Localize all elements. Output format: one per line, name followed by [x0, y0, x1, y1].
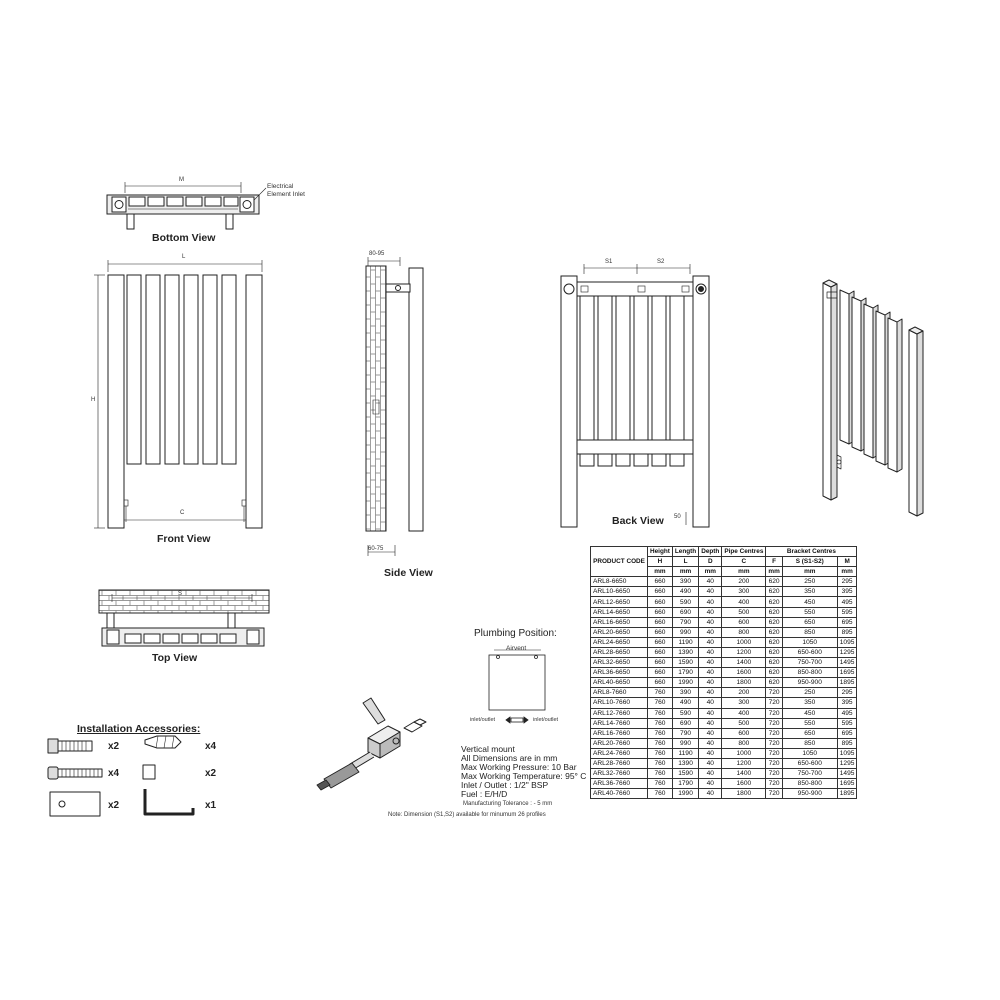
- note-line-4: Max Working Temperature: 95° C: [461, 771, 587, 781]
- table-cell: 1400: [722, 658, 766, 668]
- table-cell: 40: [699, 647, 722, 657]
- table-cell: 1000: [722, 748, 766, 758]
- table-cell: 550: [782, 607, 837, 617]
- table-cell: 790: [672, 617, 698, 627]
- product-code-cell: ARL14-6650: [591, 607, 648, 617]
- product-code-cell: ARL24-6650: [591, 637, 648, 647]
- table-cell: 490: [672, 698, 698, 708]
- th-letter: M: [837, 557, 857, 567]
- table-cell: 40: [699, 698, 722, 708]
- table-row: [591, 647, 857, 657]
- top-view-label: Top View: [152, 652, 198, 664]
- table-cell: 800: [722, 627, 766, 637]
- table-cell: 390: [672, 577, 698, 587]
- table-cell: 760: [648, 728, 673, 738]
- table-cell: 1590: [672, 769, 698, 779]
- dim-side-bottom: 60-75: [368, 546, 384, 552]
- table-row: [591, 769, 857, 779]
- table-cell: 720: [766, 728, 782, 738]
- product-code-cell: ARL40-6650: [591, 678, 648, 688]
- table-cell: 650: [782, 728, 837, 738]
- table-cell: 690: [672, 607, 698, 617]
- table-row: [591, 718, 857, 728]
- table-cell: 40: [699, 627, 722, 637]
- th-height: Height: [648, 547, 673, 557]
- product-code-cell: ARL8-6650: [591, 577, 648, 587]
- table-cell: 1050: [782, 748, 837, 758]
- table-cell: 760: [648, 698, 673, 708]
- table-cell: 595: [837, 718, 857, 728]
- table-cell: 1895: [837, 789, 857, 799]
- side-view-label: Side View: [384, 567, 433, 579]
- dim-c: C: [180, 510, 185, 516]
- table-row: [591, 678, 857, 688]
- th-unit: mm: [782, 567, 837, 577]
- table-cell: 350: [782, 698, 837, 708]
- product-code-cell: ARL36-7660: [591, 779, 648, 789]
- table-cell: 450: [782, 708, 837, 718]
- table-cell: 760: [648, 708, 673, 718]
- dimension-note: Note: Dimension (S1,S2) available for minumum 26 profiles: [388, 812, 546, 818]
- dim-s1: S1: [605, 259, 613, 265]
- table-cell: 1390: [672, 758, 698, 768]
- table-cell: 500: [722, 607, 766, 617]
- th-unit: mm: [837, 567, 857, 577]
- tolerance-note: Manufacturing Tolerance : - 5 mm: [463, 801, 553, 807]
- table-cell: 1495: [837, 769, 857, 779]
- table-cell: 40: [699, 758, 722, 768]
- table-cell: 990: [672, 627, 698, 637]
- table-cell: 1695: [837, 779, 857, 789]
- table-cell: 1800: [722, 789, 766, 799]
- table-cell: 400: [722, 708, 766, 718]
- table-cell: 720: [766, 748, 782, 758]
- table-cell: 620: [766, 658, 782, 668]
- th-bracket-centres: Bracket Centres: [766, 547, 857, 557]
- table-cell: 1990: [672, 789, 698, 799]
- th-letter: D: [699, 557, 722, 567]
- table-cell: 660: [648, 587, 673, 597]
- valve-illustration: [317, 698, 426, 790]
- product-code-cell: ARL20-6650: [591, 627, 648, 637]
- table-cell: 895: [837, 627, 857, 637]
- table-cell: 400: [722, 597, 766, 607]
- table-cell: 660: [648, 647, 673, 657]
- table-cell: 620: [766, 637, 782, 647]
- table-cell: 1200: [722, 647, 766, 657]
- table-cell: 720: [766, 779, 782, 789]
- table-cell: 1295: [837, 647, 857, 657]
- product-code-cell: ARL40-7660: [591, 789, 648, 799]
- th-letter: H: [648, 557, 673, 567]
- table-cell: 620: [766, 678, 782, 688]
- th-letter: S (S1-S2): [782, 557, 837, 567]
- table-cell: 750-700: [782, 658, 837, 668]
- table-cell: 395: [837, 587, 857, 597]
- th-unit: mm: [699, 567, 722, 577]
- table-cell: 40: [699, 678, 722, 688]
- table-cell: 660: [648, 607, 673, 617]
- table-cell: 620: [766, 587, 782, 597]
- product-code-cell: ARL10-7660: [591, 698, 648, 708]
- table-cell: 490: [672, 587, 698, 597]
- accessory-qty-5: x2: [205, 768, 217, 779]
- table-cell: 620: [766, 577, 782, 587]
- table-cell: 620: [766, 627, 782, 637]
- table-cell: 950-900: [782, 678, 837, 688]
- table-cell: 200: [722, 688, 766, 698]
- table-cell: 720: [766, 698, 782, 708]
- table-cell: 295: [837, 688, 857, 698]
- table-cell: 395: [837, 698, 857, 708]
- inlet-outlet-left: inlet/outlet: [470, 717, 496, 723]
- table-cell: 1200: [722, 758, 766, 768]
- table-cell: 1590: [672, 658, 698, 668]
- table-cell: 40: [699, 789, 722, 799]
- table-cell: 1095: [837, 748, 857, 758]
- accessory-qty-4: x4: [205, 741, 217, 752]
- table-cell: 1895: [837, 678, 857, 688]
- table-cell: 40: [699, 688, 722, 698]
- product-code-cell: ARL16-6650: [591, 617, 648, 627]
- electrical-label: Electrical: [267, 183, 294, 190]
- table-cell: 40: [699, 738, 722, 748]
- table-cell: 650: [782, 617, 837, 627]
- table-cell: 660: [648, 637, 673, 647]
- table-row: [591, 607, 857, 617]
- product-code-cell: ARL20-7660: [591, 738, 648, 748]
- table-cell: 720: [766, 718, 782, 728]
- table-cell: 495: [837, 708, 857, 718]
- table-cell: 760: [648, 769, 673, 779]
- table-cell: 650-600: [782, 647, 837, 657]
- table-cell: 1800: [722, 678, 766, 688]
- spec-table: [590, 546, 857, 799]
- table-cell: 620: [766, 607, 782, 617]
- product-code-cell: ARL10-6650: [591, 587, 648, 597]
- table-row: [591, 748, 857, 758]
- dim-m: M: [179, 177, 184, 183]
- table-cell: 620: [766, 647, 782, 657]
- table-cell: 720: [766, 769, 782, 779]
- table-cell: 950-900: [782, 789, 837, 799]
- accessory-qty-1: x2: [108, 741, 120, 752]
- plumbing-title: Plumbing Position:: [474, 628, 557, 639]
- table-cell: 590: [672, 708, 698, 718]
- spec-table-body: [591, 577, 857, 799]
- table-cell: 40: [699, 769, 722, 779]
- table-row: [591, 758, 857, 768]
- table-cell: 695: [837, 617, 857, 627]
- table-cell: 1600: [722, 668, 766, 678]
- table-row: [591, 617, 857, 627]
- table-row: [591, 789, 857, 799]
- airvent-label: Airvent: [506, 645, 527, 652]
- table-cell: 40: [699, 779, 722, 789]
- table-cell: 850-800: [782, 779, 837, 789]
- table-cell: 300: [722, 587, 766, 597]
- table-cell: 595: [837, 607, 857, 617]
- table-cell: 40: [699, 577, 722, 587]
- side-view-drawing: [366, 257, 423, 556]
- table-cell: 250: [782, 577, 837, 587]
- table-row: [591, 658, 857, 668]
- table-cell: 1190: [672, 637, 698, 647]
- table-cell: 1990: [672, 678, 698, 688]
- th-depth: Depth: [699, 547, 722, 557]
- table-row: [591, 779, 857, 789]
- dim-l: L: [182, 254, 186, 260]
- table-row: [591, 698, 857, 708]
- th-length: Length: [672, 547, 698, 557]
- th-letter: C: [722, 557, 766, 567]
- table-cell: 1790: [672, 779, 698, 789]
- table-cell: 495: [837, 597, 857, 607]
- table-cell: 40: [699, 668, 722, 678]
- table-cell: 760: [648, 789, 673, 799]
- table-cell: 295: [837, 577, 857, 587]
- back-view-label: Back View: [612, 515, 664, 527]
- th-unit: mm: [722, 567, 766, 577]
- front-view-drawing: [94, 260, 262, 528]
- product-code-cell: ARL12-7660: [591, 708, 648, 718]
- table-cell: 1000: [722, 637, 766, 647]
- table-cell: 760: [648, 758, 673, 768]
- table-cell: 40: [699, 587, 722, 597]
- note-line-5: Inlet / Outlet : 1/2" BSP: [461, 780, 549, 790]
- table-cell: 250: [782, 688, 837, 698]
- table-cell: 300: [722, 698, 766, 708]
- table-row: [591, 627, 857, 637]
- table-cell: 390: [672, 688, 698, 698]
- accessories-icons: [48, 736, 193, 816]
- table-cell: 590: [672, 597, 698, 607]
- product-code-cell: ARL32-7660: [591, 769, 648, 779]
- element-inlet-label: Element Inlet: [267, 191, 305, 198]
- inlet-outlet-right: inlet/outlet: [533, 717, 559, 723]
- table-row: [591, 728, 857, 738]
- table-row: [591, 708, 857, 718]
- dim-top-s: S: [178, 591, 183, 597]
- table-cell: 40: [699, 748, 722, 758]
- table-cell: 1790: [672, 668, 698, 678]
- product-code-cell: ARL8-7660: [591, 688, 648, 698]
- table-cell: 720: [766, 738, 782, 748]
- note-line-6: Fuel : E/H/D: [461, 789, 508, 799]
- product-code-cell: ARL12-6650: [591, 597, 648, 607]
- plumbing-diagram: [489, 650, 545, 723]
- dim-side-top: 80-95: [369, 251, 385, 257]
- table-cell: 500: [722, 718, 766, 728]
- table-cell: 350: [782, 587, 837, 597]
- table-cell: 40: [699, 607, 722, 617]
- table-cell: 660: [648, 658, 673, 668]
- table-row: [591, 587, 857, 597]
- table-cell: 695: [837, 728, 857, 738]
- table-cell: 720: [766, 708, 782, 718]
- table-cell: 660: [648, 577, 673, 587]
- top-view-drawing: [99, 590, 269, 646]
- th-product-code: PRODUCT CODE: [591, 547, 648, 577]
- product-code-cell: ARL32-6650: [591, 658, 648, 668]
- bottom-view-label: Bottom View: [152, 232, 216, 244]
- accessory-qty-2: x4: [108, 768, 120, 779]
- front-view-label: Front View: [157, 533, 211, 545]
- th-letter: L: [672, 557, 698, 567]
- table-cell: 650-600: [782, 758, 837, 768]
- table-cell: 760: [648, 779, 673, 789]
- table-cell: 760: [648, 688, 673, 698]
- table-row: [591, 597, 857, 607]
- table-row: [591, 637, 857, 647]
- table-cell: 1400: [722, 769, 766, 779]
- table-cell: 660: [648, 627, 673, 637]
- table-cell: 600: [722, 617, 766, 627]
- table-cell: 850: [782, 738, 837, 748]
- table-row: [591, 738, 857, 748]
- table-cell: 750-700: [782, 769, 837, 779]
- table-cell: 1495: [837, 658, 857, 668]
- th-unit: mm: [648, 567, 673, 577]
- table-cell: 620: [766, 668, 782, 678]
- table-cell: 990: [672, 738, 698, 748]
- table-row: [591, 577, 857, 587]
- table-cell: 550: [782, 718, 837, 728]
- table-cell: 1295: [837, 758, 857, 768]
- table-cell: 1095: [837, 637, 857, 647]
- table-cell: 200: [722, 577, 766, 587]
- th-letter: F: [766, 557, 782, 567]
- table-cell: 1050: [782, 637, 837, 647]
- product-code-cell: ARL36-6650: [591, 668, 648, 678]
- spec-notes: [461, 745, 586, 799]
- table-cell: 620: [766, 617, 782, 627]
- product-code-cell: ARL24-7660: [591, 748, 648, 758]
- table-cell: 660: [648, 668, 673, 678]
- table-cell: 1390: [672, 647, 698, 657]
- back-view-drawing: [561, 264, 709, 527]
- table-cell: 1600: [722, 779, 766, 789]
- table-cell: 1190: [672, 748, 698, 758]
- table-cell: 660: [648, 617, 673, 627]
- table-cell: 40: [699, 658, 722, 668]
- product-code-cell: ARL28-7660: [591, 758, 648, 768]
- dim-h: H: [91, 397, 96, 403]
- note-line-2: All Dimensions are in mm: [461, 753, 558, 763]
- accessory-qty-3: x2: [108, 800, 120, 811]
- table-cell: 760: [648, 748, 673, 758]
- bottom-view-drawing: [107, 182, 266, 229]
- table-cell: 850: [782, 627, 837, 637]
- table-cell: 720: [766, 758, 782, 768]
- table-cell: 40: [699, 597, 722, 607]
- table-cell: 720: [766, 789, 782, 799]
- accessories-title: Installation Accessories:: [77, 723, 201, 735]
- table-cell: 620: [766, 597, 782, 607]
- dim-s2: S2: [657, 259, 665, 265]
- table-cell: 450: [782, 597, 837, 607]
- table-row: [591, 668, 857, 678]
- accessory-qty-6: x1: [205, 800, 217, 811]
- table-cell: 720: [766, 688, 782, 698]
- th-unit: mm: [766, 567, 782, 577]
- product-code-cell: ARL16-7660: [591, 728, 648, 738]
- table-cell: 660: [648, 678, 673, 688]
- table-cell: 40: [699, 728, 722, 738]
- th-unit: mm: [672, 567, 698, 577]
- table-cell: 600: [722, 728, 766, 738]
- product-code-cell: ARL28-6650: [591, 647, 648, 657]
- table-cell: 40: [699, 617, 722, 627]
- dim-back-50: 50: [674, 514, 681, 520]
- table-cell: 40: [699, 718, 722, 728]
- note-line-3: Max Working Pressure: 10 Bar: [461, 762, 577, 772]
- th-pipe-centres: Pipe Centres: [722, 547, 766, 557]
- isometric-view-drawing: [823, 280, 923, 516]
- table-cell: 760: [648, 738, 673, 748]
- table-cell: 690: [672, 718, 698, 728]
- table-cell: 660: [648, 597, 673, 607]
- table-cell: 850-800: [782, 668, 837, 678]
- table-row: [591, 688, 857, 698]
- product-code-cell: ARL14-7660: [591, 718, 648, 728]
- table-cell: 40: [699, 708, 722, 718]
- table-cell: 40: [699, 637, 722, 647]
- table-cell: 1695: [837, 668, 857, 678]
- table-cell: 800: [722, 738, 766, 748]
- table-cell: 895: [837, 738, 857, 748]
- note-line-1: Vertical mount: [461, 744, 515, 754]
- table-cell: 760: [648, 718, 673, 728]
- table-cell: 790: [672, 728, 698, 738]
